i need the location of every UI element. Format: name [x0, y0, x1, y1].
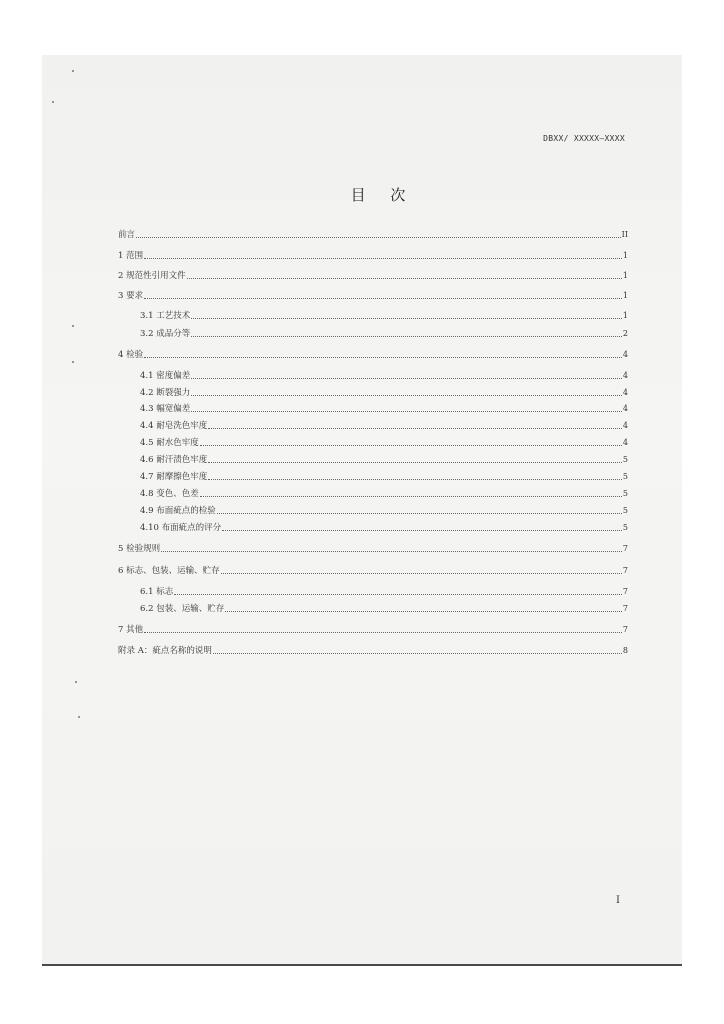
dot-leader	[136, 236, 621, 238]
toc-entry	[118, 270, 628, 282]
toc-entry-page-number: 7	[622, 566, 628, 575]
dot-leader	[213, 652, 622, 654]
toc-entry-label: 3.1 工艺技术	[140, 311, 191, 321]
scan-edge-line	[42, 964, 682, 966]
toc-entry-page-number: 4	[622, 421, 628, 430]
toc-entry-label: 3.2 成品分等	[140, 329, 191, 339]
dot-leader	[191, 394, 622, 396]
dot-leader	[225, 610, 622, 612]
toc-entry-page-number: 1	[622, 311, 628, 320]
dot-leader	[222, 529, 622, 531]
toc-entry	[118, 290, 628, 302]
toc-entry	[118, 229, 628, 241]
toc-entry-page-number: II	[621, 230, 628, 239]
dot-leader	[217, 512, 622, 514]
toc-subentry	[140, 454, 628, 466]
scan-speck	[72, 361, 74, 363]
dot-leader	[187, 277, 622, 279]
dot-leader	[191, 410, 622, 412]
dot-leader	[174, 593, 622, 595]
toc-entry-label: 4.3 幅宽偏差	[140, 404, 191, 414]
toc-subentry	[140, 488, 628, 500]
toc-entry-page-number: 4	[622, 371, 628, 380]
toc-subentry	[140, 505, 628, 517]
toc-entry-label: 4.9 布面疵点的检验	[140, 506, 216, 516]
toc-entry-page-number: 4	[622, 404, 628, 413]
toc-entry-label: 1 范围	[118, 251, 144, 261]
toc-entry-label: 4.4 耐皂洗色牢度	[140, 421, 208, 431]
toc-entry-label: 3 要求	[118, 291, 144, 301]
toc-title: 目 次	[350, 186, 416, 204]
toc-entry-page-number: 7	[622, 625, 628, 634]
scan-speck	[78, 716, 80, 718]
toc-entry	[118, 250, 628, 262]
dot-leader	[200, 444, 622, 446]
toc-entry-label: 前言	[118, 230, 136, 240]
toc-subentry	[140, 310, 628, 322]
toc-entry-label: 7 其他	[118, 625, 144, 635]
toc-entry-page-number: 4	[622, 350, 628, 359]
toc-entry-label: 5 检验规则	[118, 544, 161, 554]
toc-subentry	[140, 437, 628, 449]
toc-subentry	[140, 403, 628, 415]
dot-leader	[208, 427, 622, 429]
toc-entry-page-number: 5	[622, 523, 628, 532]
toc-subentry	[140, 603, 628, 615]
toc-entry-page-number: 5	[622, 489, 628, 498]
document-code: DBXX/ XXXXX—XXXX	[543, 134, 625, 143]
dot-leader	[208, 461, 622, 463]
toc-entry-label: 4.8 变色、色差	[140, 489, 199, 499]
scan-speck	[52, 101, 54, 103]
toc-subentry	[140, 471, 628, 483]
toc-entry-page-number: 7	[622, 604, 628, 613]
toc-subentry	[140, 522, 628, 534]
dot-leader	[191, 317, 622, 319]
toc-entry-page-number: 8	[622, 646, 628, 655]
page-number: I	[616, 895, 620, 906]
toc-entry-label: 2 规范性引用文件	[118, 271, 186, 281]
toc-entry-page-number: 1	[622, 271, 628, 280]
scan-speck	[75, 681, 77, 683]
toc-entry-page-number: 4	[622, 388, 628, 397]
toc-entry-label: 6 标志、包装、运输、贮存	[118, 566, 220, 576]
dot-leader	[208, 478, 622, 480]
toc-entry-label: 4.5 耐水色牢度	[140, 438, 199, 448]
toc-entry	[118, 624, 628, 636]
toc-entry-page-number: 7	[622, 587, 628, 596]
toc-entry-label: 4.10 布面疵点的评分	[140, 523, 222, 533]
dot-leader	[144, 297, 622, 299]
toc-subentry	[140, 328, 628, 340]
toc-subentry	[140, 387, 628, 399]
toc-entry-label: 4.6 耐汗渍色牢度	[140, 455, 208, 465]
toc-entry	[118, 349, 628, 361]
dot-leader	[144, 631, 622, 633]
dot-leader	[191, 377, 622, 379]
toc-entry-page-number: 5	[622, 506, 628, 515]
toc-subentry	[140, 370, 628, 382]
toc-subentry	[140, 586, 628, 598]
dot-leader	[161, 550, 622, 552]
toc-entry	[118, 543, 628, 555]
toc-entry-label: 4 检验	[118, 350, 144, 360]
toc-entry-label: 附录 A：疵点名称的说明	[118, 646, 212, 656]
toc-entry-label: 6.2 包装、运输、贮存	[140, 604, 225, 614]
toc-entry	[118, 645, 628, 657]
scan-speck	[72, 70, 74, 72]
toc-entry-page-number: 5	[622, 455, 628, 464]
toc-entry-page-number: 5	[622, 472, 628, 481]
toc-entry-page-number: 2	[622, 329, 628, 338]
toc-entry-label: 4.1 密度偏差	[140, 371, 191, 381]
toc-entry-label: 4.7 耐摩擦色牢度	[140, 472, 208, 482]
dot-leader	[144, 257, 622, 259]
toc-entry	[118, 565, 628, 577]
toc-entry-page-number: 1	[622, 251, 628, 260]
dot-leader	[200, 495, 622, 497]
toc-entry-page-number: 4	[622, 438, 628, 447]
toc-subentry	[140, 420, 628, 432]
toc-entry-page-number: 1	[622, 291, 628, 300]
toc-entry-label: 4.2 断裂强力	[140, 388, 191, 398]
dot-leader	[221, 572, 622, 574]
dot-leader	[191, 335, 622, 337]
toc-entry-label: 6.1 标志	[140, 587, 174, 597]
scan-speck	[72, 325, 74, 327]
dot-leader	[144, 356, 622, 358]
toc-entry-page-number: 7	[622, 544, 628, 553]
